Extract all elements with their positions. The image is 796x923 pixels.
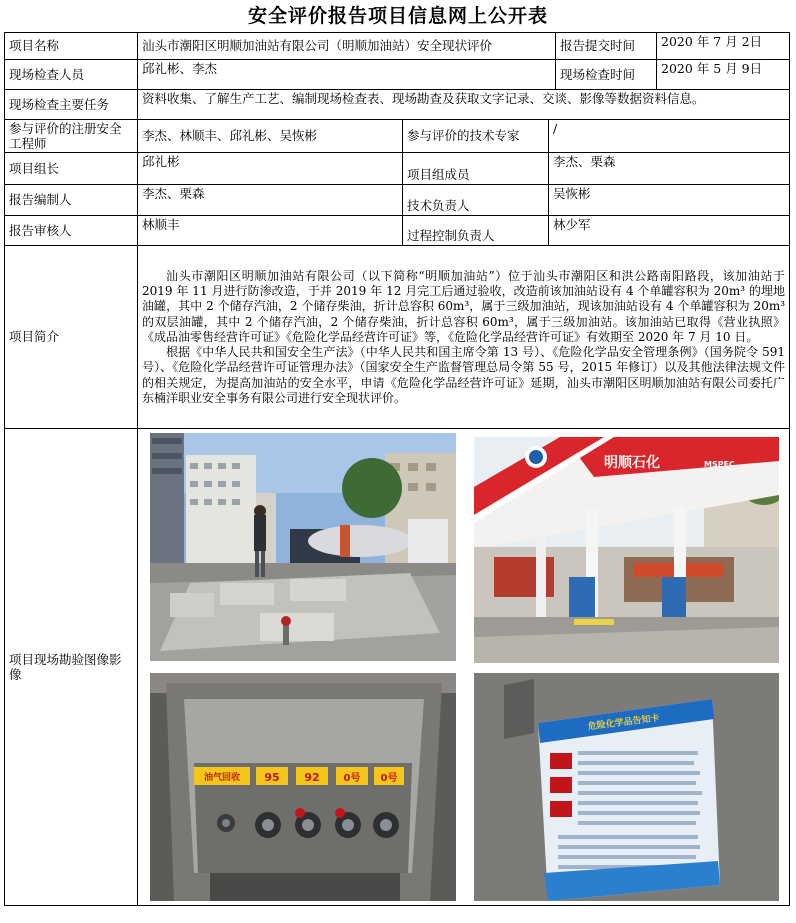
- tech-value: 吴恢彬: [549, 185, 790, 216]
- experts-value: /: [549, 120, 790, 153]
- valve-label-95: 95: [264, 771, 280, 784]
- photos-cell: [138, 429, 790, 906]
- author-label: 报告编制人: [5, 185, 138, 216]
- project-name-label: 项目名称: [5, 33, 138, 60]
- page-title: 安全评价报告项目信息网上公开表: [247, 5, 548, 27]
- valve-label-92: 92: [304, 771, 320, 784]
- valve-label-diesel-2: 0号: [380, 773, 398, 784]
- tasks-label: 现场检查主要任务: [5, 90, 138, 120]
- reviewer-label: 报告审核人: [5, 216, 138, 246]
- photo-valve-pit: [150, 673, 456, 901]
- canopy-sign-text: 明顺石化: [604, 455, 660, 471]
- submit-time-value: 2020 年 7 月 2日: [657, 33, 790, 60]
- author-value: 李杰、栗森: [138, 185, 403, 216]
- tasks-value: 资料收集、了解生产工艺、编制现场检查表、现场勘查及获取文字记录、交谈、影像等数据资料信息。: [138, 90, 790, 120]
- intro-paragraph-1: 汕头市潮阳区明顺加油站有限公司（以下简称“明顺加油站”）位于汕头市潮阳区和洪公路南阳路段，该加油站于 2019 年 11 月进行防渗改造，于并 2019 年 12 月完工后通过验收，改造前该加油站设有 4 个单罐容积为 20m³ 的埋地油罐，其中 2 个储存汽油，2 个储存柴油，折计总容积 60m³，属于三级加油站，现该加油站设有 4 个单罐容积为 20m³ 的双层油罐，其中 2 个储存汽油，2 个储存柴油，折计总容积 60m³，属于三级加油站。该加油站已取得《营业执照》《成品油零售经营许可证》《危险化学品经营许可证》等，《危险化学品经营许可证》有效期至 2020 年 7 月 10 日。: [142, 269, 786, 344]
- engineers-value: 李杰、林顺丰、邱礼彬、吴恢彬: [138, 120, 403, 153]
- inspectors-value: 邱礼彬、李杰: [138, 60, 556, 90]
- row-engineers: [5, 120, 790, 153]
- leader-value: 邱礼彬: [138, 153, 403, 185]
- experts-label: 参与评价的技术专家: [403, 120, 549, 153]
- info-table: [4, 32, 790, 906]
- row-tasks: [5, 90, 790, 120]
- process-value: 林少军: [549, 216, 790, 246]
- row-leader: [5, 153, 790, 185]
- inspectors-label: 现场检查人员: [5, 60, 138, 90]
- notice-title: 危险化学品告知卡: [587, 713, 661, 733]
- project-name-value: 汕头市潮阳区明顺加油站有限公司（明顺加油站）安全现状评价: [138, 33, 556, 60]
- intro-paragraph-2: 根据《中华人民共和国安全生产法》（中华人民共和国主席令第 13 号）、《危险化学品安全管理条例》（国务院令 591 号）、《危险化学品经营许可证管理办法》（国家安全生产监督管理总局令第 55 号，2015 年修订）以及其他法律法规文件的相关规定，为提高加油站的安全水平，申请《危险化学品经营许可证》延期，汕头市潮阳区明顺加油站有限公司委托广东楠洋职业安全事务有限公司进行安全现状评价。: [142, 345, 786, 405]
- photo-tank-area: [150, 433, 456, 661]
- intro-label: 项目简介: [5, 246, 138, 429]
- row-photos: [5, 429, 790, 906]
- members-value: 李杰、栗森: [549, 153, 790, 185]
- members-label: 项目组成员: [403, 153, 549, 185]
- valve-label-vapor: 油气回收: [203, 773, 241, 783]
- row-inspectors: [5, 60, 790, 90]
- photos-label: 项目现场勘验图像影像: [5, 429, 138, 906]
- row-author: [5, 185, 790, 216]
- engineers-label: 参与评价的注册安全工程师: [5, 120, 138, 153]
- row-intro: [5, 246, 790, 429]
- photo-notice-board: [474, 673, 779, 901]
- photo-grid: [138, 429, 784, 905]
- leader-label: 项目组长: [5, 153, 138, 185]
- photo-canopy: [474, 437, 779, 663]
- submit-time-label: 报告提交时间: [556, 33, 657, 60]
- row-project-name: [5, 33, 790, 60]
- process-label: 过程控制负责人: [403, 216, 549, 246]
- intro-text: [138, 246, 790, 429]
- canopy-sub-text: MSPEC: [704, 460, 735, 469]
- reviewer-value: 林顺丰: [138, 216, 403, 246]
- inspect-time-label: 现场检查时间: [556, 60, 657, 90]
- tech-label: 技术负责人: [403, 185, 549, 216]
- valve-label-diesel-1: 0号: [343, 773, 361, 784]
- row-reviewer: [5, 216, 790, 246]
- inspect-time-value: 2020 年 5 月 9日: [657, 60, 790, 90]
